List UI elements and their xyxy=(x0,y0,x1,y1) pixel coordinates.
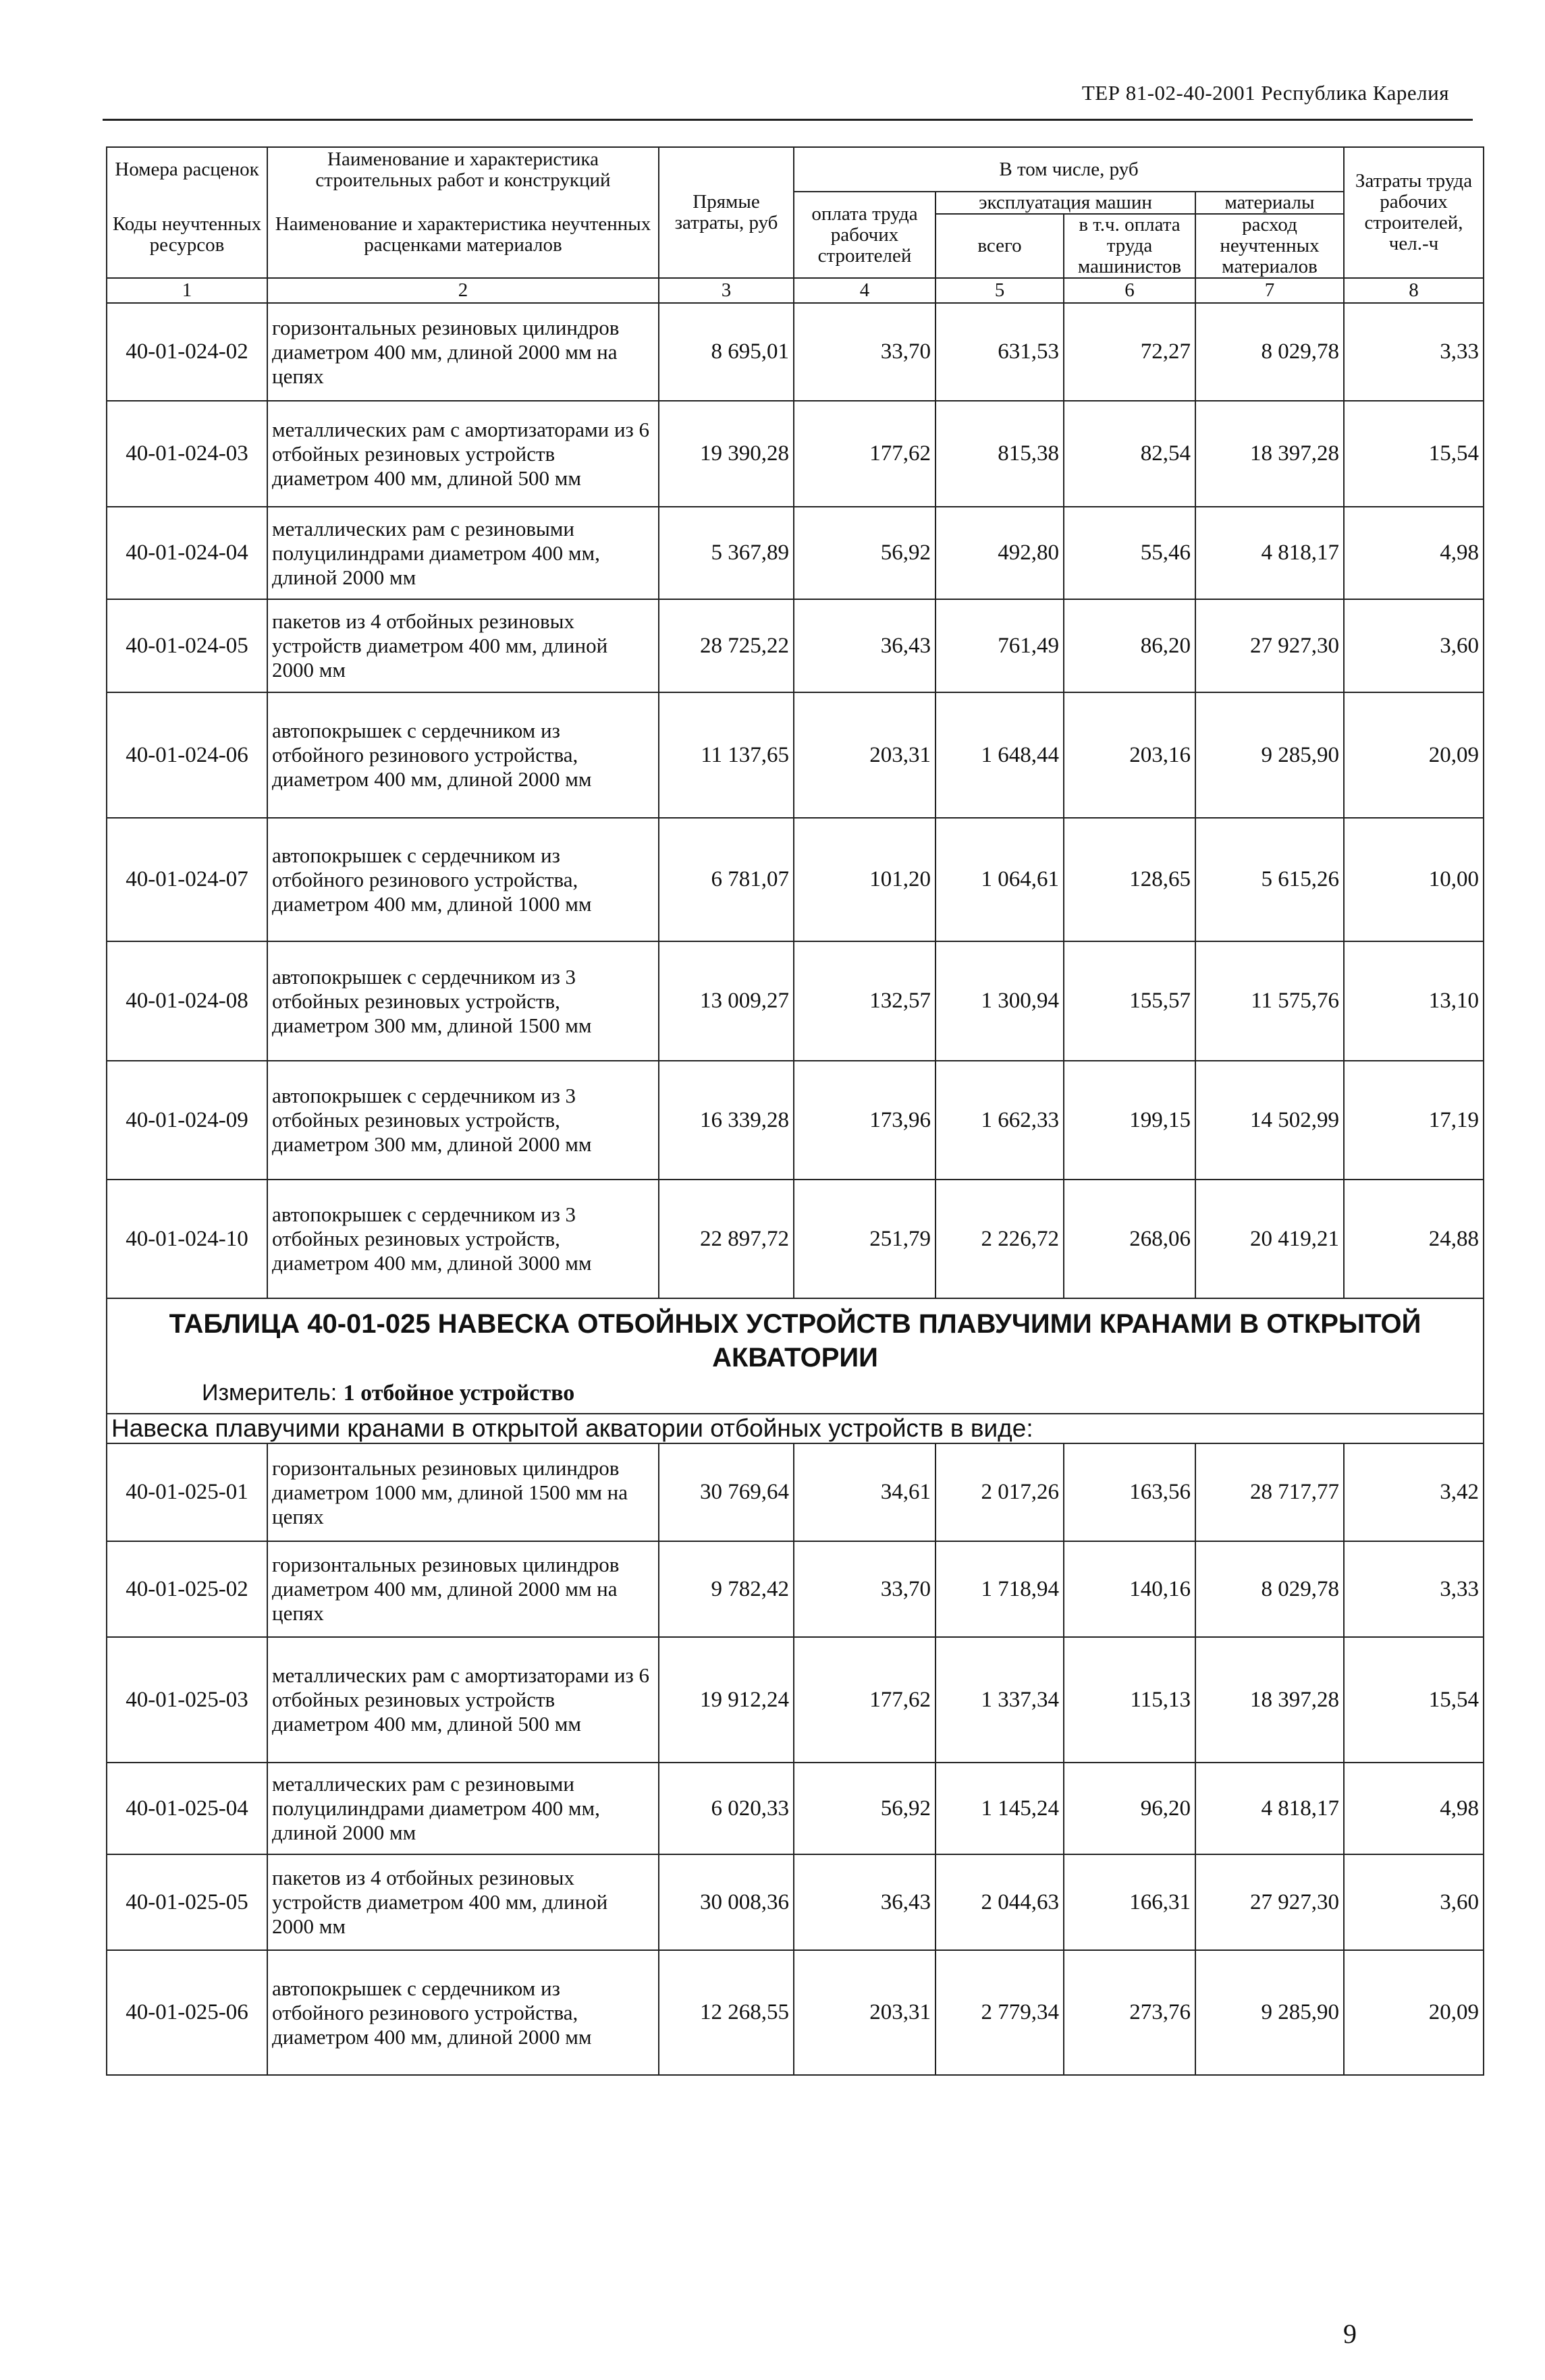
rate-code-cell: 40-01-024-07 xyxy=(107,818,267,941)
material-consumption-cell: 27 927,30 xyxy=(1195,599,1344,692)
machines-total-cell: 631,53 xyxy=(936,303,1064,401)
machines-total-cell: 1 145,24 xyxy=(936,1763,1064,1854)
table-title: ТАБЛИЦА 40-01-025 НАВЕСКА ОТБОЙНЫХ УСТРОЙСТВ ПЛАВУЧИМИ КРАНАМИ В ОТКРЫТОЙ АКВАТОРИИ xyxy=(169,1309,1421,1373)
worker-pay-cell: 251,79 xyxy=(794,1180,936,1298)
direct-costs-cell: 6 020,33 xyxy=(659,1763,794,1854)
operator-pay-cell: 155,57 xyxy=(1064,941,1195,1061)
worker-pay-cell: 56,92 xyxy=(794,1763,936,1854)
material-consumption-cell: 18 397,28 xyxy=(1195,1637,1344,1763)
material-consumption-cell: 9 285,90 xyxy=(1195,1950,1344,2075)
unit-value: 1 отбойное устройство xyxy=(343,1381,575,1406)
material-consumption-cell: 8 029,78 xyxy=(1195,1541,1344,1637)
direct-costs-cell: 5 367,89 xyxy=(659,507,794,599)
table-row xyxy=(107,818,1484,941)
table-row xyxy=(107,1854,1484,1950)
worker-pay-cell: 33,70 xyxy=(794,303,936,401)
table-row xyxy=(107,599,1484,692)
table-row xyxy=(107,401,1484,507)
worker-pay-cell: 177,62 xyxy=(794,1637,936,1763)
operator-pay-cell: 128,65 xyxy=(1064,818,1195,941)
material-consumption-cell: 20 419,21 xyxy=(1195,1180,1344,1298)
work-description-cell: пакетов из 4 отбойных резиновых устройств диаметром 400 мм, длиной 2000 мм xyxy=(267,1854,659,1950)
worker-pay-cell: 36,43 xyxy=(794,599,936,692)
table-row xyxy=(107,1541,1484,1637)
material-consumption-cell: 14 502,99 xyxy=(1195,1061,1344,1180)
table-row xyxy=(107,507,1484,599)
worker-pay-cell: 101,20 xyxy=(794,818,936,941)
col-labor-hours-header: Затраты труда рабочих строителей, чел.-ч xyxy=(1344,147,1484,278)
labor-hours-cell: 3,60 xyxy=(1344,599,1484,692)
material-consumption-cell: 27 927,30 xyxy=(1195,1854,1344,1950)
direct-costs-cell: 6 781,07 xyxy=(659,818,794,941)
col-operator-pay-header: в т.ч. оплата труда машинистов xyxy=(1064,214,1195,278)
table-row xyxy=(107,303,1484,401)
operator-pay-cell: 86,20 xyxy=(1064,599,1195,692)
direct-costs-cell: 8 695,01 xyxy=(659,303,794,401)
col-work-name-header: Наименование и характеристика строительных работ и конструкций xyxy=(267,147,659,192)
worker-pay-cell: 33,70 xyxy=(794,1541,936,1637)
labor-hours-cell: 20,09 xyxy=(1344,1950,1484,2075)
table-row xyxy=(107,1180,1484,1298)
work-description-cell: автопокрышек с сердечником из отбойного резинового устройства, диаметром 400 мм, длиной 2000 мм xyxy=(267,1950,659,2075)
col-rate-number-header: Номера расценок xyxy=(107,147,267,192)
operator-pay-cell: 72,27 xyxy=(1064,303,1195,401)
column-number: 1 xyxy=(107,278,267,303)
machines-total-cell: 761,49 xyxy=(936,599,1064,692)
machines-total-cell: 2 044,63 xyxy=(936,1854,1064,1950)
col-including-header: В том числе, руб xyxy=(794,147,1344,192)
machines-total-cell: 2 226,72 xyxy=(936,1180,1064,1298)
material-consumption-cell: 9 285,90 xyxy=(1195,692,1344,818)
column-number: 7 xyxy=(1195,278,1344,303)
rate-code-cell: 40-01-024-02 xyxy=(107,303,267,401)
section-title: Навеска плавучими кранами в открытой акватории отбойных устройств в виде: xyxy=(107,1414,1484,1443)
direct-costs-cell: 28 725,22 xyxy=(659,599,794,692)
worker-pay-cell: 177,62 xyxy=(794,401,936,507)
labor-hours-cell: 15,54 xyxy=(1344,1637,1484,1763)
direct-costs-cell: 16 339,28 xyxy=(659,1061,794,1180)
unit-row xyxy=(107,1377,1483,1413)
rate-code-cell: 40-01-024-04 xyxy=(107,507,267,599)
table-025-body xyxy=(107,1443,1484,2075)
material-consumption-cell: 5 615,26 xyxy=(1195,818,1344,941)
operator-pay-cell: 273,76 xyxy=(1064,1950,1195,2075)
material-consumption-cell: 4 818,17 xyxy=(1195,507,1344,599)
rate-code-cell: 40-01-024-10 xyxy=(107,1180,267,1298)
labor-hours-cell: 10,00 xyxy=(1344,818,1484,941)
work-description-cell: металлических рам с амортизаторами из 6 отбойных резиновых устройств диаметром 400 мм, длиной 500 мм xyxy=(267,1637,659,1763)
work-description-cell: металлических рам с амортизаторами из 6 отбойных резиновых устройств диаметром 400 мм, длиной 500 мм xyxy=(267,401,659,507)
direct-costs-cell: 12 268,55 xyxy=(659,1950,794,2075)
column-number: 6 xyxy=(1064,278,1195,303)
work-description-cell: автопокрышек с сердечником из отбойного резинового устройства, диаметром 400 мм, длиной 1000 мм xyxy=(267,818,659,941)
labor-hours-cell: 24,88 xyxy=(1344,1180,1484,1298)
column-number: 8 xyxy=(1344,278,1484,303)
operator-pay-cell: 115,13 xyxy=(1064,1637,1195,1763)
document-code: ТЕР 81-02-40-2001 Республика Карелия xyxy=(1081,81,1449,105)
machines-total-cell: 2 017,26 xyxy=(936,1443,1064,1541)
direct-costs-cell: 30 008,36 xyxy=(659,1854,794,1950)
labor-hours-cell: 4,98 xyxy=(1344,1763,1484,1854)
col-worker-pay-header: оплата труда рабочих строителей xyxy=(794,192,936,278)
direct-costs-cell: 11 137,65 xyxy=(659,692,794,818)
direct-costs-cell: 22 897,72 xyxy=(659,1180,794,1298)
rate-code-cell: 40-01-024-09 xyxy=(107,1061,267,1180)
labor-hours-cell: 17,19 xyxy=(1344,1061,1484,1180)
column-number: 3 xyxy=(659,278,794,303)
machines-total-cell: 1 718,94 xyxy=(936,1541,1064,1637)
operator-pay-cell: 268,06 xyxy=(1064,1180,1195,1298)
work-description-cell: автопокрышек с сердечником из отбойного резинового устройства, диаметром 400 мм, длиной 2000 мм xyxy=(267,692,659,818)
worker-pay-cell: 173,96 xyxy=(794,1061,936,1180)
operator-pay-cell: 199,15 xyxy=(1064,1061,1195,1180)
operator-pay-cell: 166,31 xyxy=(1064,1854,1195,1950)
labor-hours-cell: 3,42 xyxy=(1344,1443,1484,1541)
col-materials-header: материалы xyxy=(1195,192,1344,214)
machines-total-cell: 1 300,94 xyxy=(936,941,1064,1061)
column-number: 5 xyxy=(936,278,1064,303)
direct-costs-cell: 9 782,42 xyxy=(659,1541,794,1637)
machines-total-cell: 815,38 xyxy=(936,401,1064,507)
table-header xyxy=(107,147,1484,303)
operator-pay-cell: 55,46 xyxy=(1064,507,1195,599)
rate-code-cell: 40-01-025-04 xyxy=(107,1763,267,1854)
table-row xyxy=(107,1763,1484,1854)
rate-code-cell: 40-01-024-03 xyxy=(107,401,267,507)
material-consumption-cell: 4 818,17 xyxy=(1195,1763,1344,1854)
operator-pay-cell: 163,56 xyxy=(1064,1443,1195,1541)
labor-hours-cell: 13,10 xyxy=(1344,941,1484,1061)
col-direct-costs-header: Прямые затраты, руб xyxy=(659,147,794,278)
col-machines-header: эксплуатация машин xyxy=(936,192,1195,214)
column-number: 4 xyxy=(794,278,936,303)
header-rule xyxy=(103,119,1473,121)
page-number: 9 xyxy=(1343,2319,1357,2349)
table-row xyxy=(107,1950,1484,2075)
work-description-cell: горизонтальных резиновых цилиндров диаметром 400 мм, длиной 2000 мм на цепях xyxy=(267,1541,659,1637)
work-description-cell: автопокрышек с сердечником из 3 отбойных резиновых устройств, диаметром 300 мм, длиной 1500 мм xyxy=(267,941,659,1061)
worker-pay-cell: 132,57 xyxy=(794,941,936,1061)
labor-hours-cell: 3,33 xyxy=(1344,303,1484,401)
table-024-body xyxy=(107,303,1484,1298)
col-machines-total-header: всего xyxy=(936,214,1064,278)
table-row xyxy=(107,1061,1484,1180)
rate-code-cell: 40-01-025-02 xyxy=(107,1541,267,1637)
labor-hours-cell: 3,33 xyxy=(1344,1541,1484,1637)
worker-pay-cell: 34,61 xyxy=(794,1443,936,1541)
rate-code-cell: 40-01-024-05 xyxy=(107,599,267,692)
col-resource-codes-header: Коды неучтенных ресурсов xyxy=(107,192,267,278)
unit-label: Измеритель: xyxy=(202,1380,337,1406)
worker-pay-cell: 203,31 xyxy=(794,1950,936,2075)
rate-code-cell: 40-01-025-01 xyxy=(107,1443,267,1541)
col-material-name-header: Наименование и характеристика неучтенных расценками материалов xyxy=(267,192,659,278)
work-description-cell: горизонтальных резиновых цилиндров диаметром 400 мм, длиной 2000 мм на цепях xyxy=(267,303,659,401)
table-row xyxy=(107,1443,1484,1541)
work-description-cell: автопокрышек с сердечником из 3 отбойных резиновых устройств, диаметром 300 мм, длиной 2000 мм xyxy=(267,1061,659,1180)
material-consumption-cell: 8 029,78 xyxy=(1195,303,1344,401)
machines-total-cell: 1 064,61 xyxy=(936,818,1064,941)
labor-hours-cell: 3,60 xyxy=(1344,1854,1484,1950)
machines-total-cell: 492,80 xyxy=(936,507,1064,599)
work-description-cell: пакетов из 4 отбойных резиновых устройств диаметром 400 мм, длиной 2000 мм xyxy=(267,599,659,692)
worker-pay-cell: 203,31 xyxy=(794,692,936,818)
rate-code-cell: 40-01-025-05 xyxy=(107,1854,267,1950)
direct-costs-cell: 19 912,24 xyxy=(659,1637,794,1763)
direct-costs-cell: 30 769,64 xyxy=(659,1443,794,1541)
operator-pay-cell: 96,20 xyxy=(1064,1763,1195,1854)
work-description-cell: автопокрышек с сердечником из 3 отбойных резиновых устройств, диаметром 400 мм, длиной 3000 мм xyxy=(267,1180,659,1298)
rate-code-cell: 40-01-025-03 xyxy=(107,1637,267,1763)
worker-pay-cell: 36,43 xyxy=(794,1854,936,1950)
direct-costs-cell: 13 009,27 xyxy=(659,941,794,1061)
work-description-cell: горизонтальных резиновых цилиндров диаметром 1000 мм, длиной 1500 мм на цепях xyxy=(267,1443,659,1541)
labor-hours-cell: 4,98 xyxy=(1344,507,1484,599)
machines-total-cell: 2 779,34 xyxy=(936,1950,1064,2075)
material-consumption-cell: 11 575,76 xyxy=(1195,941,1344,1061)
operator-pay-cell: 203,16 xyxy=(1064,692,1195,818)
table-row xyxy=(107,692,1484,818)
direct-costs-cell: 19 390,28 xyxy=(659,401,794,507)
col-material-consumption-header: расход неучтенных материалов xyxy=(1195,214,1344,278)
operator-pay-cell: 82,54 xyxy=(1064,401,1195,507)
machines-total-cell: 1 648,44 xyxy=(936,692,1064,818)
labor-hours-cell: 15,54 xyxy=(1344,401,1484,507)
worker-pay-cell: 56,92 xyxy=(794,507,936,599)
labor-hours-cell: 20,09 xyxy=(1344,692,1484,818)
table-025-title-block xyxy=(107,1298,1484,1443)
table-row xyxy=(107,941,1484,1061)
machines-total-cell: 1 337,34 xyxy=(936,1637,1064,1763)
column-number: 2 xyxy=(267,278,659,303)
rate-code-cell: 40-01-025-06 xyxy=(107,1950,267,2075)
material-consumption-cell: 18 397,28 xyxy=(1195,401,1344,507)
rate-code-cell: 40-01-024-08 xyxy=(107,941,267,1061)
operator-pay-cell: 140,16 xyxy=(1064,1541,1195,1637)
work-description-cell: металлических рам с резиновыми полуцилиндрами диаметром 400 мм, длиной 2000 мм xyxy=(267,1763,659,1854)
rates-table xyxy=(106,146,1484,2076)
rate-code-cell: 40-01-024-06 xyxy=(107,692,267,818)
table-row xyxy=(107,1637,1484,1763)
work-description-cell: металлических рам с резиновыми полуцилиндрами диаметром 400 мм, длиной 2000 мм xyxy=(267,507,659,599)
machines-total-cell: 1 662,33 xyxy=(936,1061,1064,1180)
material-consumption-cell: 28 717,77 xyxy=(1195,1443,1344,1541)
